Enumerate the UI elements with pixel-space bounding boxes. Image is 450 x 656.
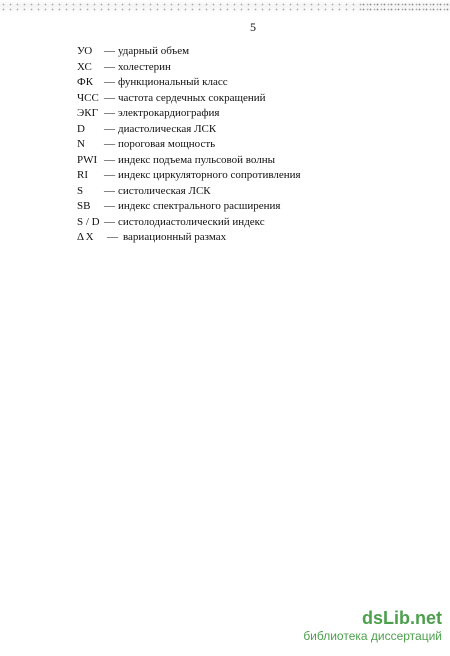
abbreviation-term: ЭКГ [77,107,98,119]
abbreviation-term: N [77,138,85,150]
abbreviation-row [77,168,407,184]
abbreviation-row [77,106,407,122]
abbreviation-row [77,153,407,169]
abbreviation-dash: — [104,107,115,119]
abbreviation-dash: — [104,169,115,181]
scan-noise-right [360,2,450,12]
abbreviation-definition: индекс подъема пульсовой волны [118,153,275,166]
abbreviation-definition: диастолическая ЛСК [118,122,217,135]
abbreviation-row [77,199,407,215]
abbreviation-definition: электрокардиография [118,107,220,119]
abbreviation-term: S / D [77,215,100,228]
abbreviation-term: ХС [77,60,92,73]
watermark-brand: dsLib.net [362,608,442,628]
abbreviation-dash: — [107,231,118,243]
watermark-tagline: библиотека диссертаций [303,629,442,643]
abbreviation-definition: вариационный размах [123,231,227,243]
abbreviation-term: RI [77,169,88,181]
abbreviation-dash: — [104,153,115,166]
page-number: 5 [250,20,256,34]
abbreviation-definition: пороговая мощность [118,138,216,150]
abbreviation-term: S [77,184,84,197]
abbreviation-dash: — [104,215,115,228]
abbreviation-row [77,60,407,76]
abbreviation-term: ΔX [77,231,96,243]
abbreviation-definition: частота сердечных сокращений [118,91,266,104]
abbreviation-dash: — [104,76,115,88]
abbreviation-dash: — [104,91,115,104]
abbreviation-row [77,75,407,91]
abbreviation-dash: — [104,200,115,212]
abbreviation-term: ФК [77,76,94,88]
abbreviation-row [77,122,407,138]
abbreviation-term: PWI [77,153,98,166]
abbreviation-row [77,137,407,153]
abbreviation-row [77,230,407,246]
abbreviation-row [77,44,407,60]
abbreviation-definition: индекс спектрального расширения [118,200,281,212]
abbreviation-row [77,184,407,200]
abbreviation-dash: — [104,60,115,73]
abbreviation-definition: ударный объем [118,45,190,57]
abbreviation-term: SB [77,200,91,212]
watermark [303,608,442,644]
abbreviation-row [77,215,407,231]
abbreviation-term: ЧСС [77,91,99,104]
abbreviation-definition: систолическая ЛСК [118,184,211,197]
abbreviation-definition: индекс циркуляторного сопротивления [118,169,301,181]
abbreviation-dash: — [104,45,115,57]
abbreviation-definition: функциональный класс [118,76,228,88]
abbreviation-dash: — [104,184,115,197]
abbreviation-dash: — [104,138,115,150]
abbreviation-term: D [77,122,85,135]
abbreviation-dash: — [104,122,115,135]
abbreviation-definition: систолодиастолический индекс [118,215,265,228]
abbreviation-row [77,91,407,107]
abbreviation-list [77,44,407,246]
scan-edge-artifact [0,0,450,14]
abbreviation-definition: холестерин [118,60,171,73]
abbreviation-term: УО [77,45,93,57]
